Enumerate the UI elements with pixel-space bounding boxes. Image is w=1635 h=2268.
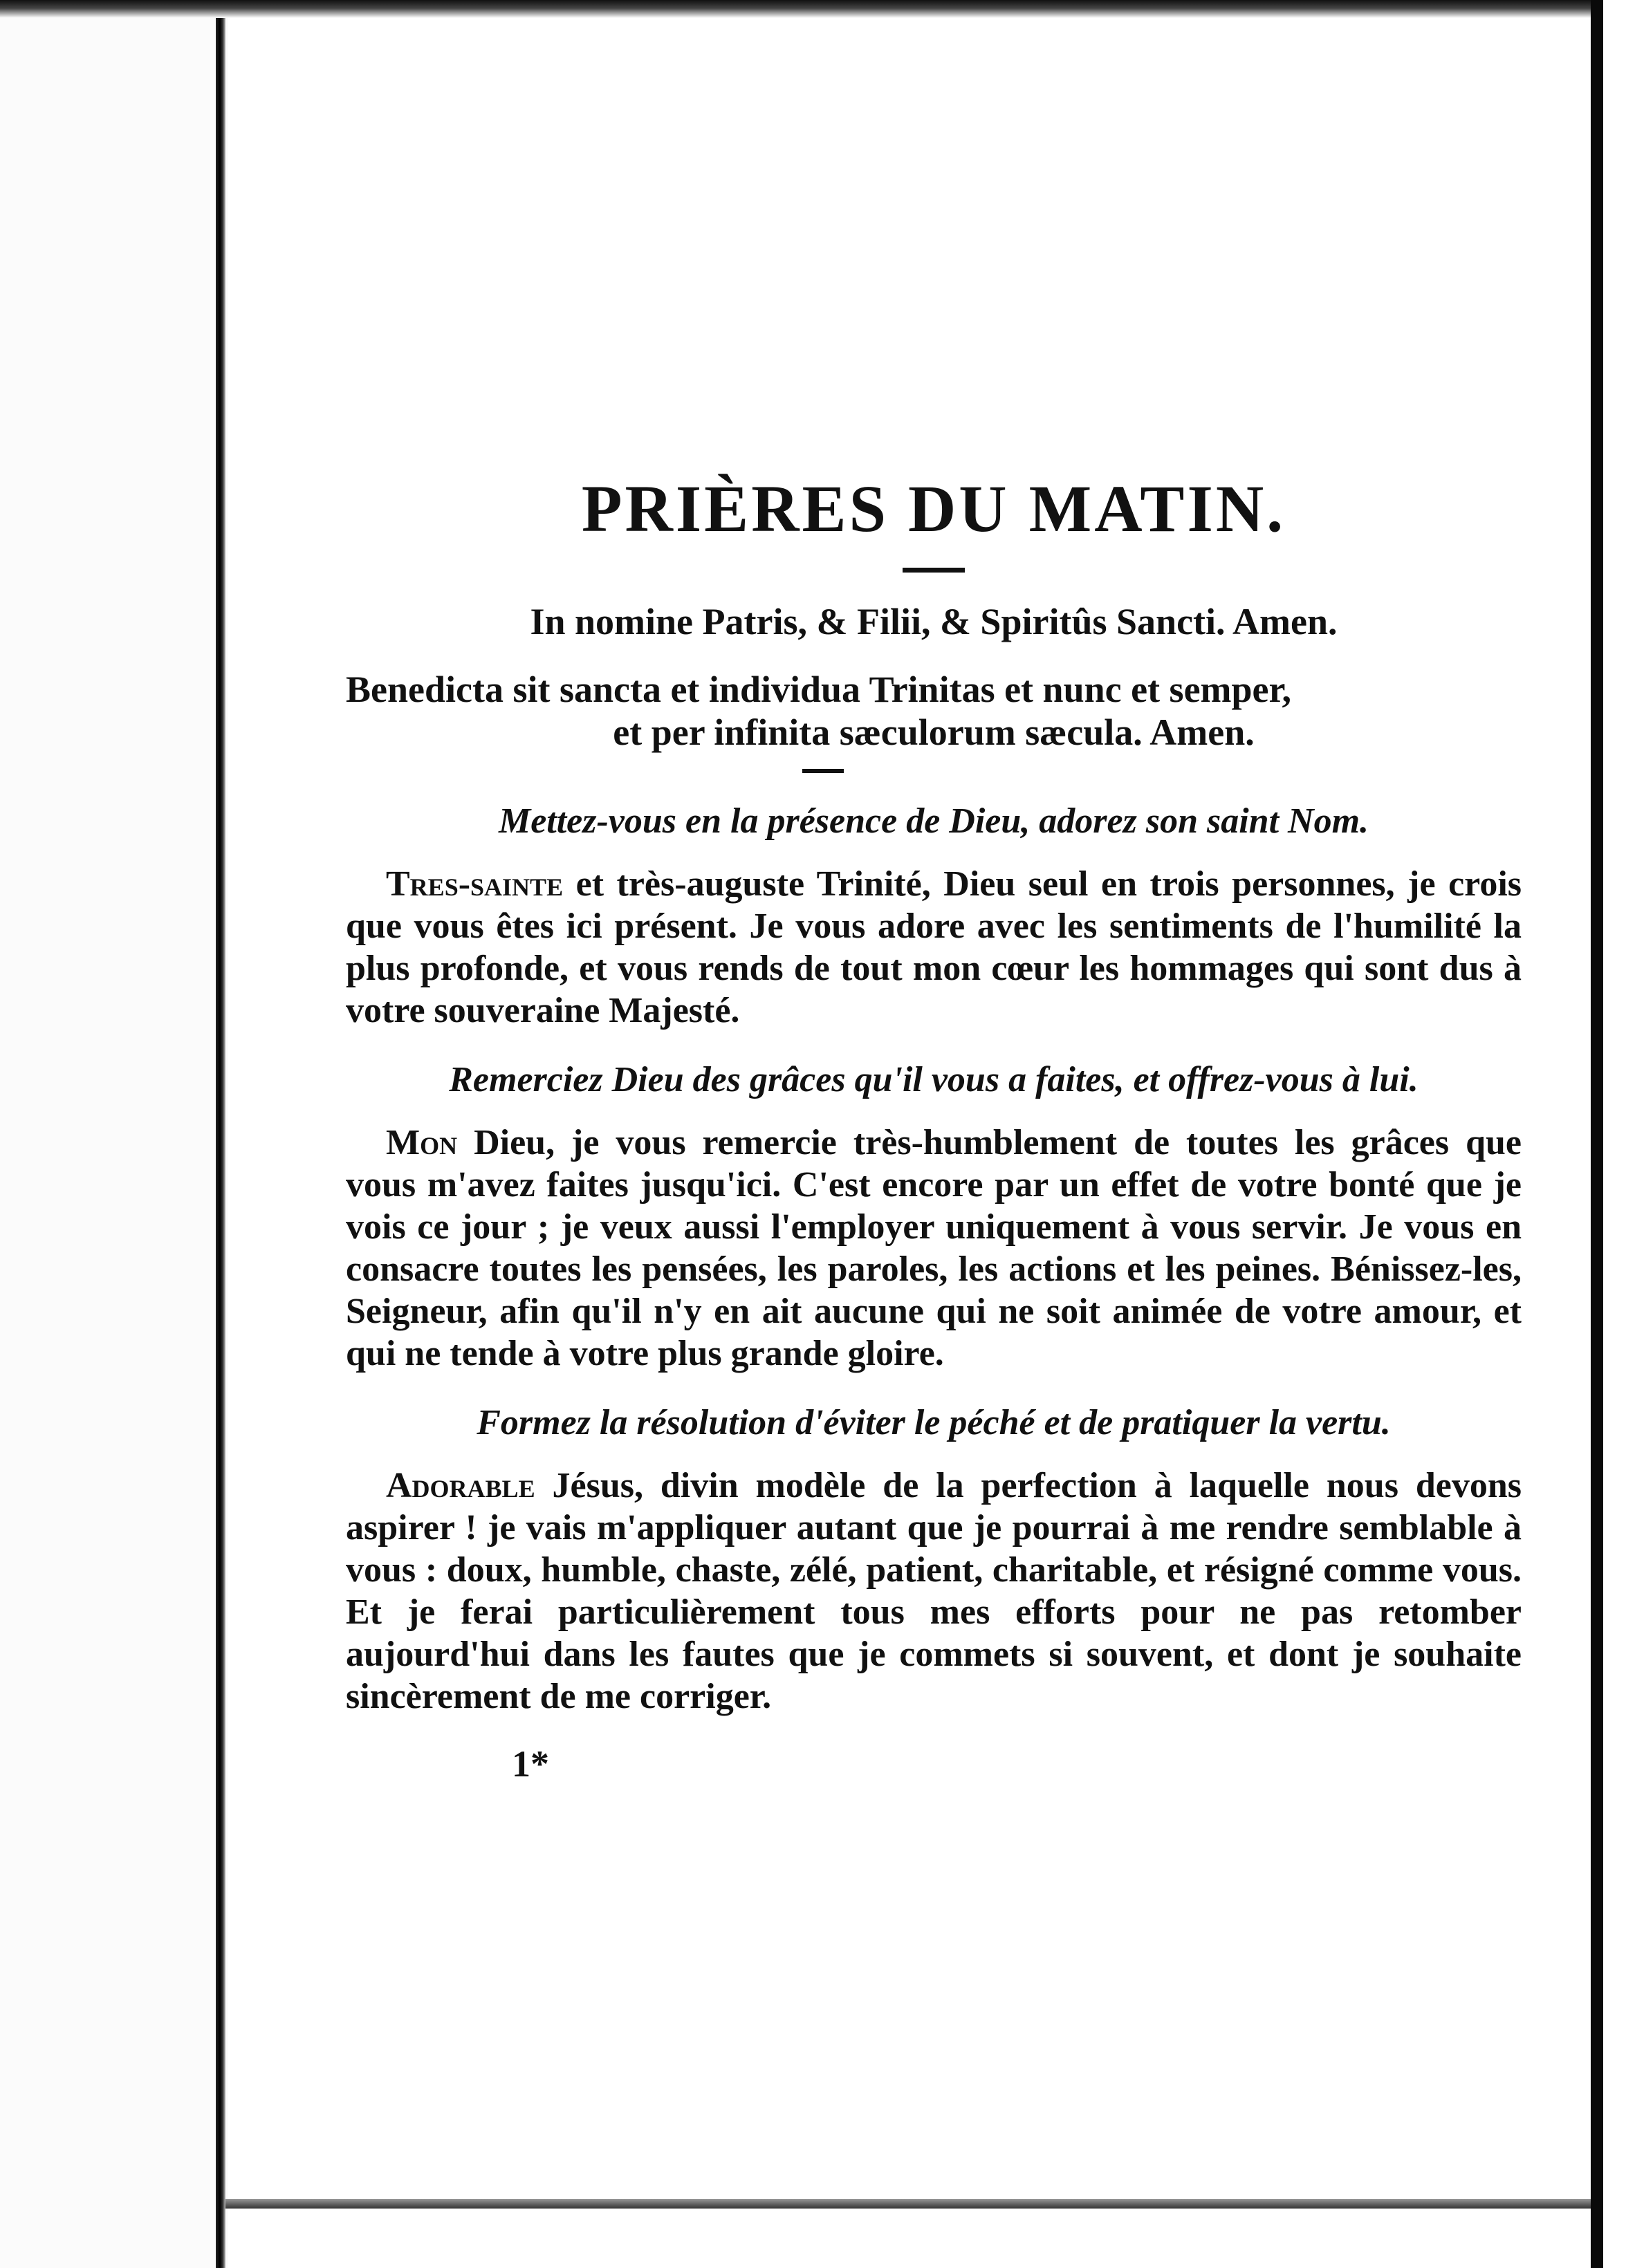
page-title: PRIÈRES DU MATIN.: [581, 472, 1286, 546]
right-page-border: [1591, 0, 1603, 2268]
invocation-line: In nomine Patris, & Filii, & Spiritûs Sancti. Amen.: [530, 601, 1338, 642]
prayer-text: et très-auguste Trinité, Dieu seul en trois personnes, je crois que vous êtes ici présent. Je vous adore avec les sentiments de l'humilité la plus profonde, et vous rends de tout mon cœur les hommages qui sont dus à votre souveraine Majesté.: [346, 864, 1522, 1030]
signature-mark: 1*: [512, 1743, 549, 1785]
section-rule: [802, 769, 844, 773]
prayer-page: [346, 470, 1522, 1785]
top-edge-shadow: [0, 0, 1635, 18]
prayer-thanksgiving: [346, 1122, 1522, 1375]
prayer-text: Dieu, je vous remercie très-humblement de toutes les grâces que vous m'avez faites jusqu'ici. C'est encore par un effet de votre bonté que je vois ce jour ; je veux aussi l'employer uniquement à vous servir. Je vous en consacre toutes les pensées, les paroles, les actions et les peines. Bénissez-les, Seigneur, afin qu'il n'y en ait aucune qui ne soit animée de votre amour, et qui ne tende à votre plus grande gloire.: [346, 1123, 1522, 1373]
title-rule: [903, 568, 965, 573]
bottom-page-edge: [225, 2199, 1591, 2209]
benedicta-line-2: et per infinita sæculorum sæcula. Amen.: [613, 712, 1255, 753]
prayer-adoration: [346, 863, 1522, 1032]
rubric-presence: Mettez-vous en la présence de Dieu, adorez son saint Nom.: [498, 801, 1369, 841]
prayer-text: Jésus, divin modèle de la perfection à laquelle nous devons aspirer ! je vais m'appliquer autant que je pourrai à me rendre semblable à vous : doux, humble, chaste, zélé, patient, charitable, et résigné comme vous. Et je ferai particulièrement tous mes efforts pour ne pas retomber aujourd'hui dans les fautes que je commets si souvent, et dont je souhaite sincèrement de me corriger.: [346, 1466, 1522, 1716]
facing-page-margin: [0, 0, 228, 2268]
right-margin: [1603, 0, 1635, 2268]
book-gutter: [216, 0, 225, 2268]
benedicta-paragraph: [346, 668, 1522, 754]
lead-word: Adorable: [386, 1466, 535, 1505]
benedicta-line-1: Benedicta sit sancta et individua Trinitas et nunc et semper,: [346, 669, 1292, 710]
rubric-thanks: Remerciez Dieu des grâces qu'il vous a faites, et offrez-vous à lui.: [449, 1060, 1419, 1099]
lead-word: Mon: [386, 1123, 458, 1162]
rubric-resolution: Formez la résolution d'éviter le péché et de pratiquer la vertu.: [477, 1403, 1391, 1442]
lead-word: Tres-sainte: [386, 864, 564, 904]
prayer-resolution: [346, 1465, 1522, 1718]
